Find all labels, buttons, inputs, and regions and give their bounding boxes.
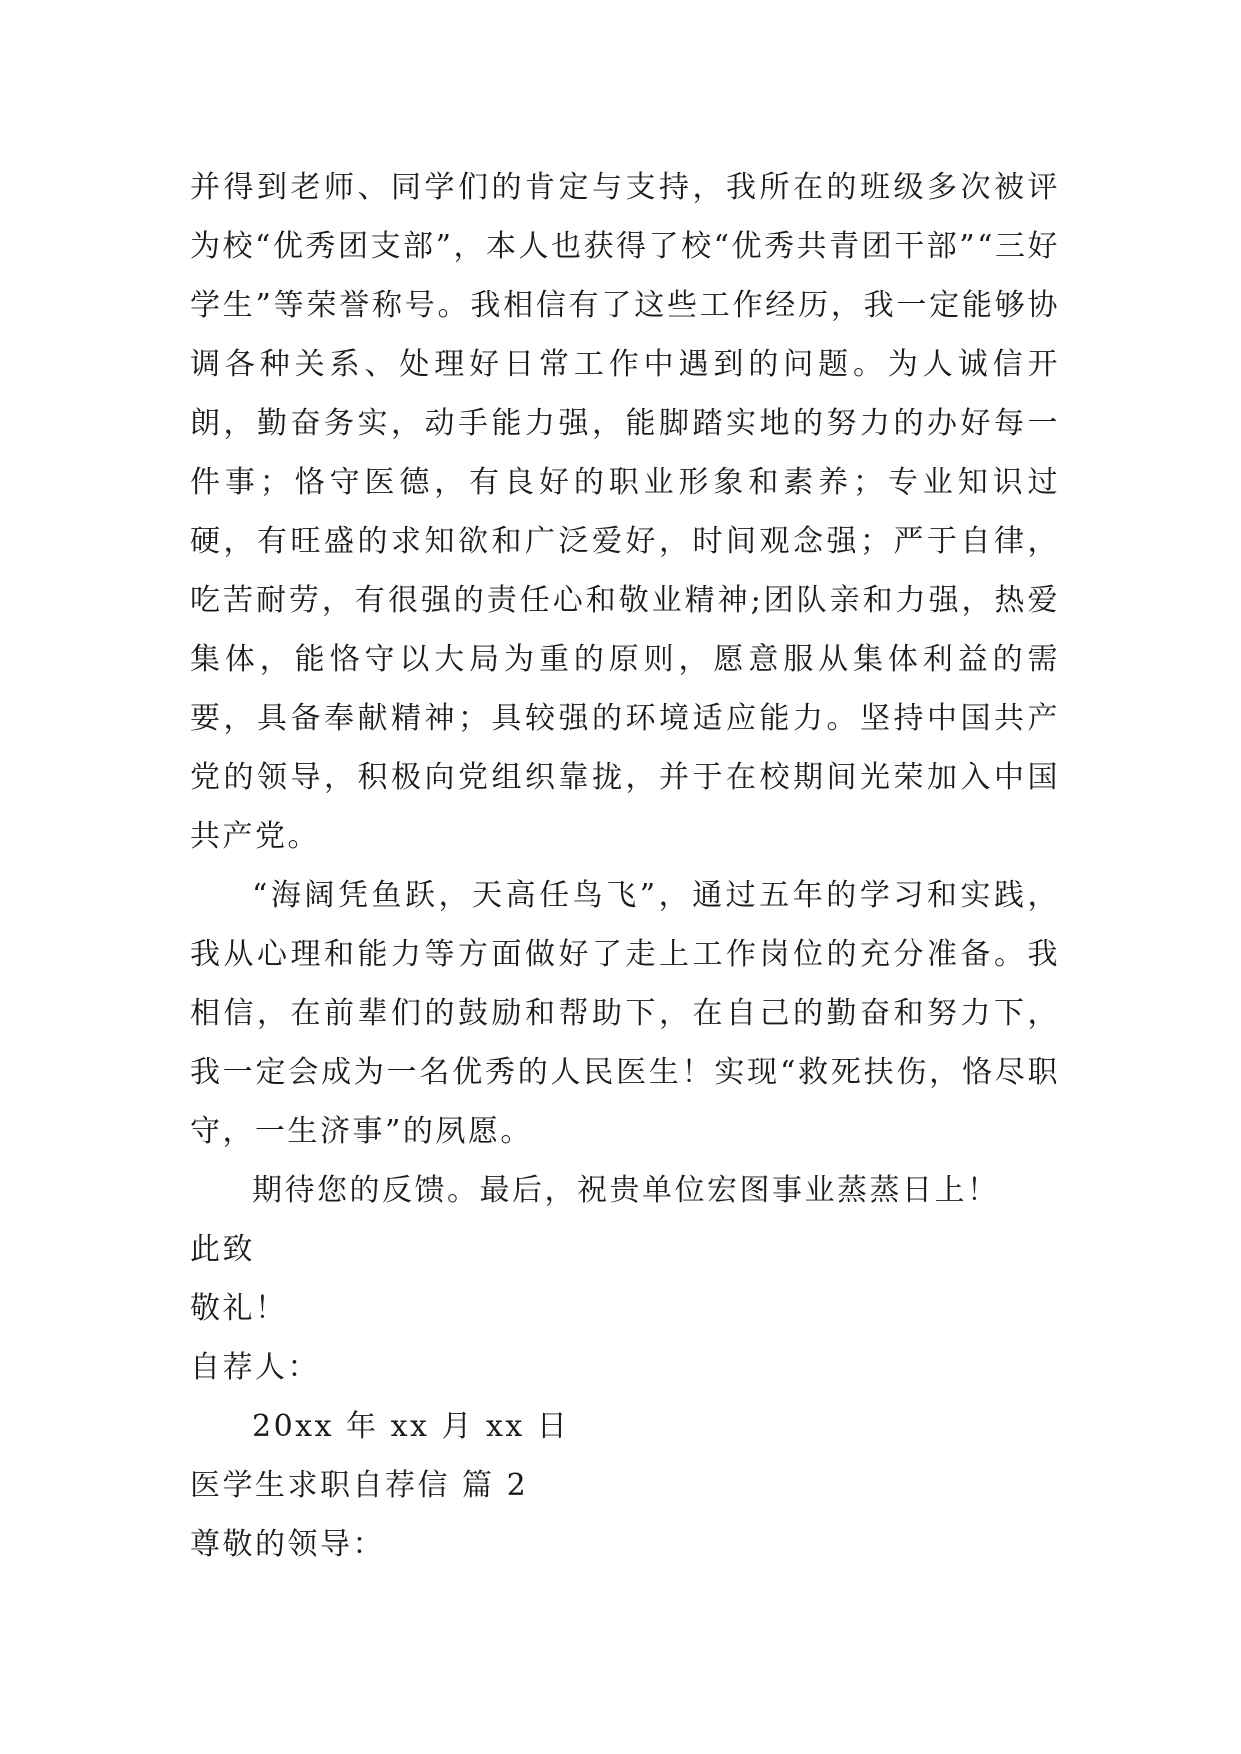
body-paragraph-2: “海阔凭鱼跃，天高任鸟飞”，通过五年的学习和实践，我从心理和能力等方面做好了走上工作岗位的充分准备。我相信，在前辈们的鼓励和帮助下，在自己的勤奋和努力下，我一定会成为一名优秀的人民医生！实现“救死扶伤，恪尽职守，一生济事”的夙愿。 bbox=[190, 878, 1060, 1149]
body-paragraph-1: 并得到老师、同学们的肯定与支持，我所在的班级多次被评为校“优秀团支部”，本人也获得了校“优秀共青团干部”“三好学生”等荣誉称号。我相信有了这些工作经历，我一定能够协调各种关系、处理好日常工作中遇到的问题。为人诚信开朗，勤奋务实，动手能力强，能脚踏实地的努力的办好每一件事；恪守医德，有良好的职业形象和素养；专业知识过硬，有旺盛的求知欲和广泛爱好，时间观念强；严于自律，吃苦耐劳，有很强的责任心和敬业精神;团队亲和力强，热爱集体，能恪守以大局为重的原则，愿意服从集体利益的需要，具备奉献精神；具较强的环境适应能力。坚持中国共产党的领导，积极向党组织靠拢，并于在校期间光荣加入中国共产党。 bbox=[190, 170, 1060, 854]
closing-regards: 敬礼！ bbox=[190, 1291, 288, 1326]
letter-body bbox=[190, 158, 1060, 1574]
closing-salutation: 此致 bbox=[190, 1232, 255, 1267]
section-title: 医学生求职自荐信 篇 2 bbox=[190, 1468, 529, 1503]
body-paragraph-3: 期待您的反馈。最后，祝贵单位宏图事业蒸蒸日上！ bbox=[252, 1173, 1000, 1208]
greeting: 尊敬的领导： bbox=[190, 1527, 385, 1562]
signature-label: 自荐人： bbox=[190, 1350, 320, 1385]
letter-date: 20xx 年 xx 月 xx 日 bbox=[252, 1409, 570, 1444]
